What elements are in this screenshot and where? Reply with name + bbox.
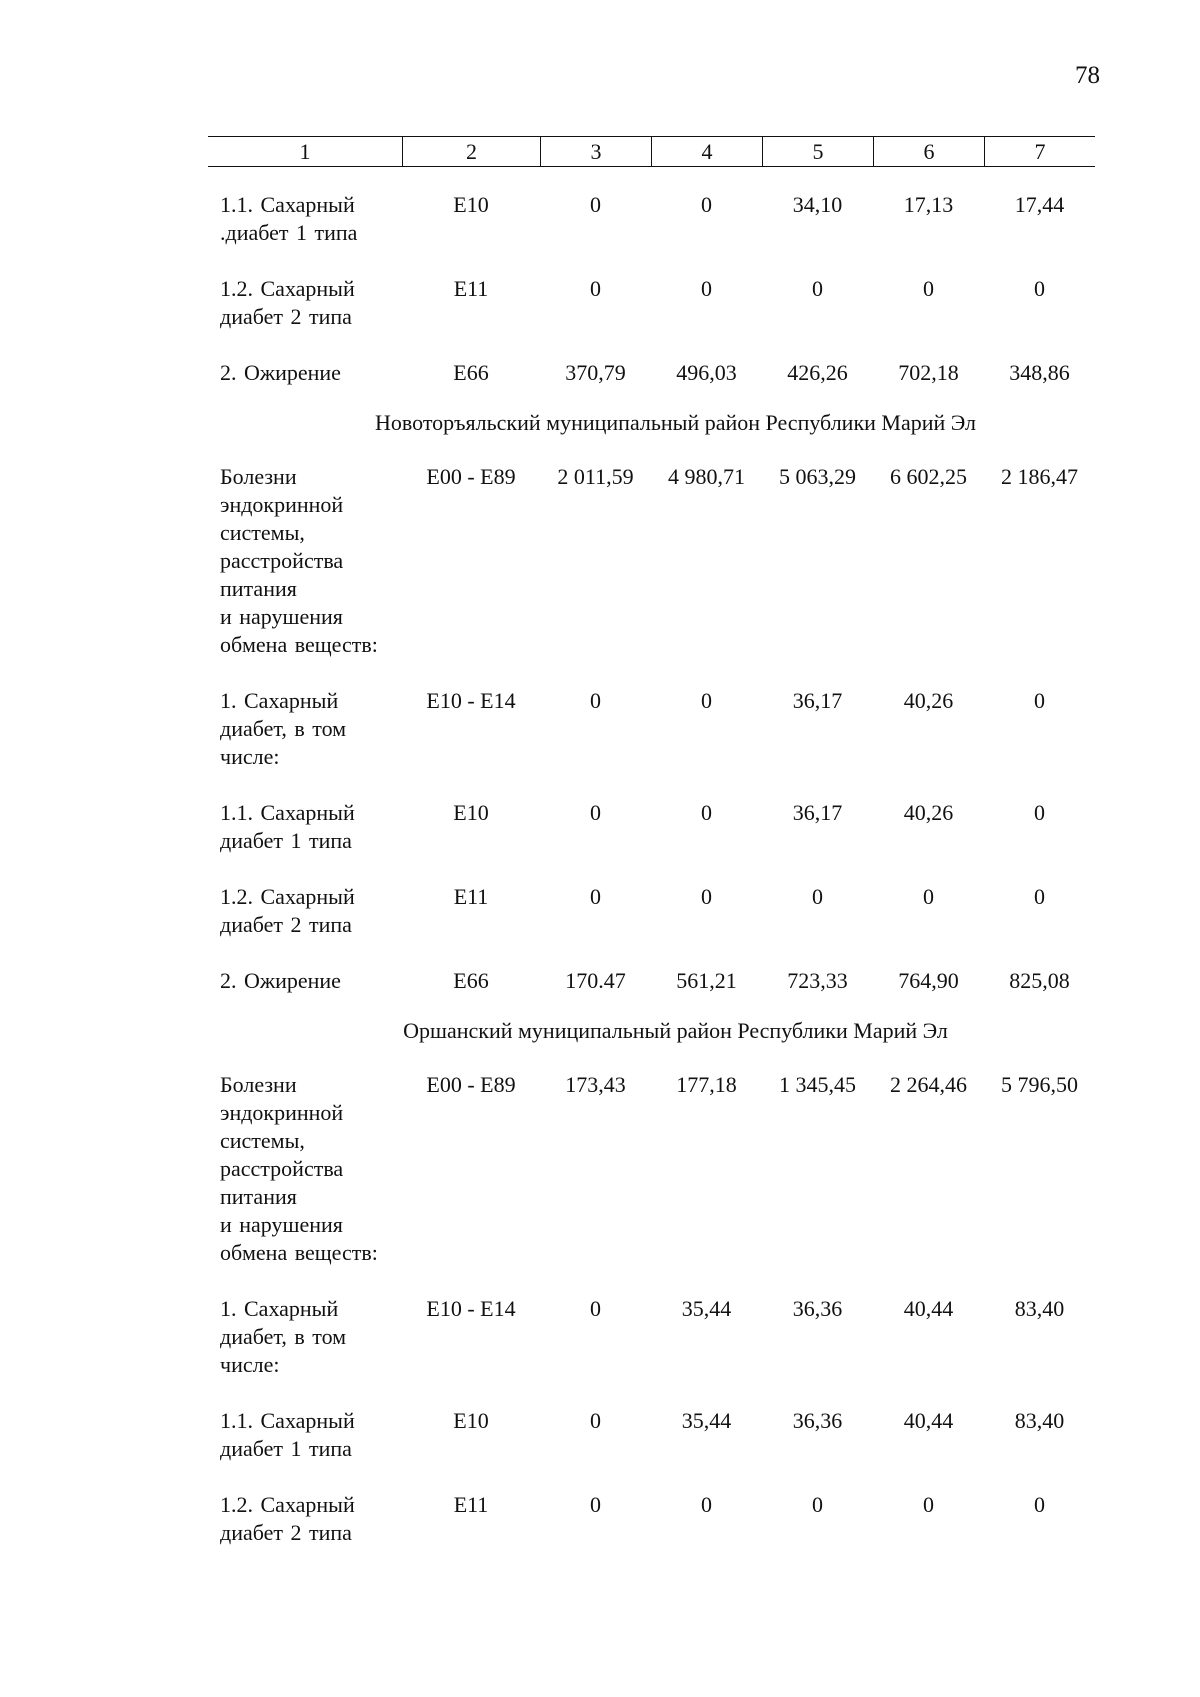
- row-name-line: диабет, в том: [220, 1324, 347, 1349]
- row-value: 0: [590, 192, 601, 217]
- row-name-line: 1.2. Сахарный: [220, 276, 355, 301]
- row-name: [208, 799, 402, 855]
- row-name-line: расстройства: [220, 1156, 344, 1181]
- table-body: [208, 191, 1095, 1547]
- row-value: 702,18: [898, 360, 959, 385]
- row-name-line: 1. Сахарный: [220, 688, 339, 713]
- header-cell: 4: [651, 137, 762, 166]
- row-value: 348,86: [1009, 360, 1070, 385]
- row-value: 36,36: [792, 1296, 843, 1321]
- row-name-line: обмена веществ:: [220, 632, 378, 657]
- row-value: 17,44: [1014, 192, 1065, 217]
- header-cell: 7: [984, 137, 1095, 166]
- row-value: 0: [1034, 1492, 1045, 1517]
- table-header: [208, 136, 1095, 167]
- row-value: 0: [812, 1492, 823, 1517]
- row-value: 40,44: [903, 1408, 954, 1433]
- row-value: 34,10: [792, 192, 843, 217]
- row-value: 40,44: [903, 1296, 954, 1321]
- row-value: 36,36: [792, 1408, 843, 1433]
- row-value: 0: [590, 1408, 601, 1433]
- table-row: [208, 359, 1095, 387]
- row-value: 0: [590, 1492, 601, 1517]
- row-name: [208, 1071, 402, 1267]
- row-code: E10: [453, 800, 489, 825]
- row-code: E11: [453, 276, 489, 301]
- row-value: 36,17: [792, 800, 843, 825]
- row-value: 5 063,29: [779, 464, 856, 489]
- row-value: 0: [701, 688, 712, 713]
- table-row: [208, 967, 1095, 995]
- row-name-line: диабет 2 типа: [220, 912, 352, 937]
- row-value: 2 011,59: [557, 464, 634, 489]
- header-cell: 2: [402, 137, 540, 166]
- row-value: 4 980,71: [668, 464, 745, 489]
- row-value: 0: [1034, 276, 1045, 301]
- row-value: 1 345,45: [779, 1072, 856, 1097]
- row-name-line: 1.1. Сахарный: [220, 800, 355, 825]
- row-value: 0: [923, 884, 934, 909]
- row-name-line: 2. Ожирение: [220, 968, 341, 993]
- row-name-line: 1. Сахарный: [220, 1296, 339, 1321]
- row-value: 723,33: [787, 968, 848, 993]
- table-row: [208, 463, 1095, 659]
- row-value: 40,26: [903, 688, 954, 713]
- row-code: E11: [453, 884, 489, 909]
- row-value: 83,40: [1014, 1296, 1065, 1321]
- row-value: 40,26: [903, 800, 954, 825]
- row-name-line: 1.1. Сахарный: [220, 1408, 355, 1433]
- row-name: [208, 1295, 402, 1379]
- row-name: [208, 463, 402, 659]
- row-value: 35,44: [681, 1408, 732, 1433]
- row-name-line: 1.2. Сахарный: [220, 1492, 355, 1517]
- header-cell: 5: [762, 137, 873, 166]
- row-name: [208, 275, 402, 331]
- row-code: E11: [453, 1492, 489, 1517]
- row-name-line: диабет 2 типа: [220, 1520, 352, 1545]
- row-value: 370,79: [565, 360, 626, 385]
- row-code: E10 - E14: [426, 688, 516, 713]
- row-value: 0: [923, 276, 934, 301]
- section-title: Оршанский муниципальный район Республики Марий Эл: [403, 1018, 948, 1043]
- row-value: 0: [701, 276, 712, 301]
- row-value: 0: [812, 884, 823, 909]
- row-value: 2 264,46: [890, 1072, 967, 1097]
- row-value: 170.47: [565, 968, 626, 993]
- row-name: [208, 1491, 402, 1547]
- row-name-line: числе:: [220, 1352, 280, 1377]
- row-name: [208, 359, 402, 387]
- row-code: E10 - E14: [426, 1296, 516, 1321]
- header-cell: 6: [873, 137, 984, 166]
- row-value: 0: [1034, 800, 1045, 825]
- row-value: 0: [590, 688, 601, 713]
- row-value: 561,21: [676, 968, 737, 993]
- row-value: 5 796,50: [1001, 1072, 1078, 1097]
- row-name-line: числе:: [220, 744, 280, 769]
- row-value: 177,18: [676, 1072, 737, 1097]
- row-name-line: эндокринной: [220, 1100, 344, 1125]
- row-value: 35,44: [681, 1296, 732, 1321]
- row-value: 36,17: [792, 688, 843, 713]
- row-name-line: 1.2. Сахарный: [220, 884, 355, 909]
- row-name-line: и нарушения: [220, 604, 343, 629]
- row-value: 0: [1034, 688, 1045, 713]
- table-row: [208, 687, 1095, 771]
- row-name: [208, 883, 402, 939]
- row-value: 0: [590, 1296, 601, 1321]
- row-code: E00 - E89: [426, 464, 516, 489]
- row-value: 0: [590, 884, 601, 909]
- row-name-line: расстройства: [220, 548, 344, 573]
- row-name-line: системы,: [220, 1128, 305, 1153]
- table-row: [208, 1407, 1095, 1463]
- table-row: [208, 191, 1095, 247]
- row-code: E10: [453, 192, 489, 217]
- row-value: 173,43: [565, 1072, 626, 1097]
- row-name: [208, 1407, 402, 1463]
- row-name: [208, 191, 402, 247]
- row-code: E00 - E89: [426, 1072, 516, 1097]
- row-name: [208, 687, 402, 771]
- row-name-line: диабет 2 типа: [220, 304, 352, 329]
- row-name-line: .диабет 1 типа: [220, 220, 358, 245]
- row-value: 0: [701, 800, 712, 825]
- row-code: E66: [453, 360, 489, 385]
- row-name-line: 2. Ожирение: [220, 360, 341, 385]
- row-name-line: диабет, в том: [220, 716, 347, 741]
- header-cell: 3: [540, 137, 651, 166]
- row-name-line: и нарушения: [220, 1212, 343, 1237]
- row-value: 6 602,25: [890, 464, 967, 489]
- row-name-line: Болезни: [220, 1072, 297, 1097]
- row-value: 0: [701, 1492, 712, 1517]
- row-name-line: питания: [220, 1184, 297, 1209]
- row-value: 764,90: [898, 968, 959, 993]
- row-name-line: 1.1. Сахарный: [220, 192, 355, 217]
- row-value: 0: [701, 884, 712, 909]
- row-value: 0: [1034, 884, 1045, 909]
- row-value: 0: [923, 1492, 934, 1517]
- row-code: E10: [453, 1408, 489, 1433]
- table-row: [208, 1491, 1095, 1547]
- row-value: 17,13: [903, 192, 954, 217]
- row-value: 83,40: [1014, 1408, 1065, 1433]
- row-name-line: эндокринной: [220, 492, 344, 517]
- row-value: 2 186,47: [1001, 464, 1078, 489]
- row-name-line: диабет 1 типа: [220, 1436, 352, 1461]
- row-value: 426,26: [787, 360, 848, 385]
- row-value: 496,03: [676, 360, 737, 385]
- row-value: 0: [701, 192, 712, 217]
- row-name-line: системы,: [220, 520, 305, 545]
- table-row: [208, 799, 1095, 855]
- row-name: [208, 967, 402, 995]
- row-name-line: питания: [220, 576, 297, 601]
- row-name-line: обмена веществ:: [220, 1240, 378, 1265]
- row-name-line: Болезни: [220, 464, 297, 489]
- table-row: [208, 1071, 1095, 1267]
- row-name-line: диабет 1 типа: [220, 828, 352, 853]
- table-row: [208, 1295, 1095, 1379]
- table-row: [208, 275, 1095, 331]
- section-title: Новоторъяльский муниципальный район Республики Марий Эл: [374, 410, 976, 435]
- header-cell: 1: [299, 138, 311, 164]
- table-row: [208, 883, 1095, 939]
- row-value: 0: [812, 276, 823, 301]
- row-value: 825,08: [1009, 968, 1070, 993]
- row-value: 0: [590, 276, 601, 301]
- page-number: 78: [1075, 62, 1100, 89]
- row-value: 0: [590, 800, 601, 825]
- row-code: E66: [453, 968, 489, 993]
